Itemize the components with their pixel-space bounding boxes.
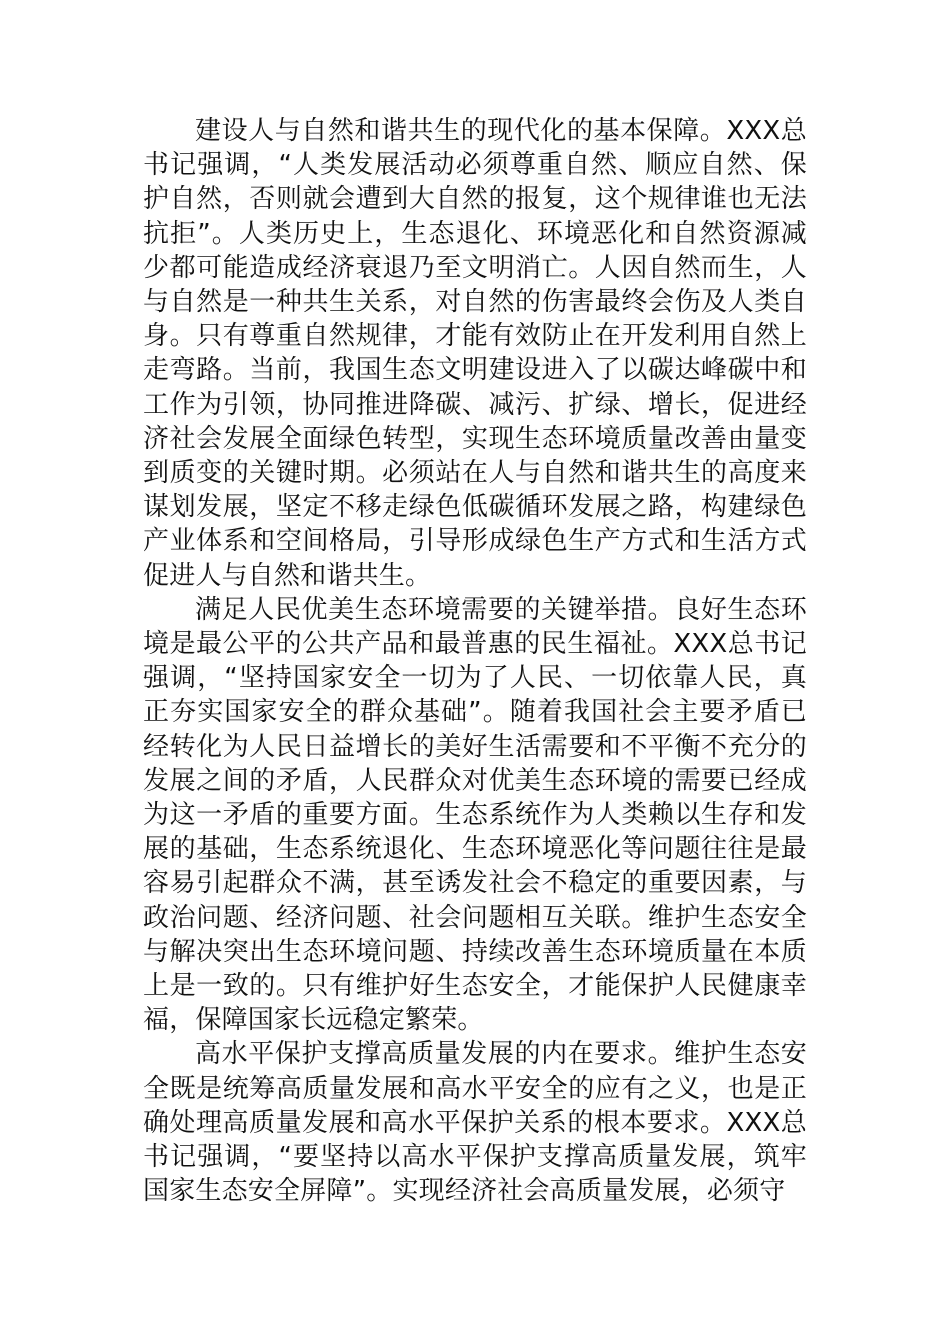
paragraph-people-environment: 满足人民优美生态环境需要的关键举措。良好生态环境是最公平的公共产品和最普惠的民生福祉。XXX总书记强调，“坚持国家安全一切为了人民、一切依靠人民，真正夯实国家安全的群众基础”。随着我国社会主要矛盾已经转化为人民日益增长的美好生活需要和不平衡不充分的发展之间的矛盾，人民群众对优美生态环境的需要已经成为这一矛盾的重要方面。生态系统作为人类赖以生存和发展的基础，生态系统退化、生态环境恶化等问题往往是最容易引起群众不满，甚至诱发社会不稳定的重要因素，与政治问题、经济问题、社会问题相互关联。维护生态安全与解决突出生态环境问题、持续改善生态环境质量在本质上是一致的。只有维护好生态安全，才能保护人民健康幸福，保障国家长远稳定繁荣。 <box>143 594 807 1036</box>
document-body <box>143 114 807 1209</box>
paragraph-high-quality-development: 高水平保护支撑高质量发展的内在要求。维护生态安全既是统筹高质量发展和高水平安全的应有之义，也是正确处理高质量发展和高水平保护关系的根本要求。XXX总书记强调，“要坚持以高水平保护支撑高质量发展，筑牢国家生态安全屏障”。实现经济社会高质量发展，必须守 <box>143 1039 807 1207</box>
paragraph-ecological-civilization: 建设人与自然和谐共生的现代化的基本保障。XXX总书记强调，“人类发展活动必须尊重自然、顺应自然、保护自然，否则就会遭到大自然的报复，这个规律谁也无法抗拒”。人类历史上，生态退化、环境恶化和自然资源减少都可能造成经济衰退乃至文明消亡。人因自然而生，人与自然是一种共生关系，对自然的伤害最终会伤及人类自身。只有尊重自然规律，才能有效防止在开发利用自然上走弯路。当前，我国生态文明建设进入了以碳达峰碳中和工作为引领，协同推进降碳、减污、扩绿、增长，促进经济社会发展全面绿色转型，实现生态环境质量改善由量变到质变的关键时期。必须站在人与自然和谐共生的高度来谋划发展，坚定不移走绿色低碳循环发展之路，构建绿色产业体系和空间格局，引导形成绿色生产方式和生活方式促进人与自然和谐共生。 <box>143 116 807 591</box>
